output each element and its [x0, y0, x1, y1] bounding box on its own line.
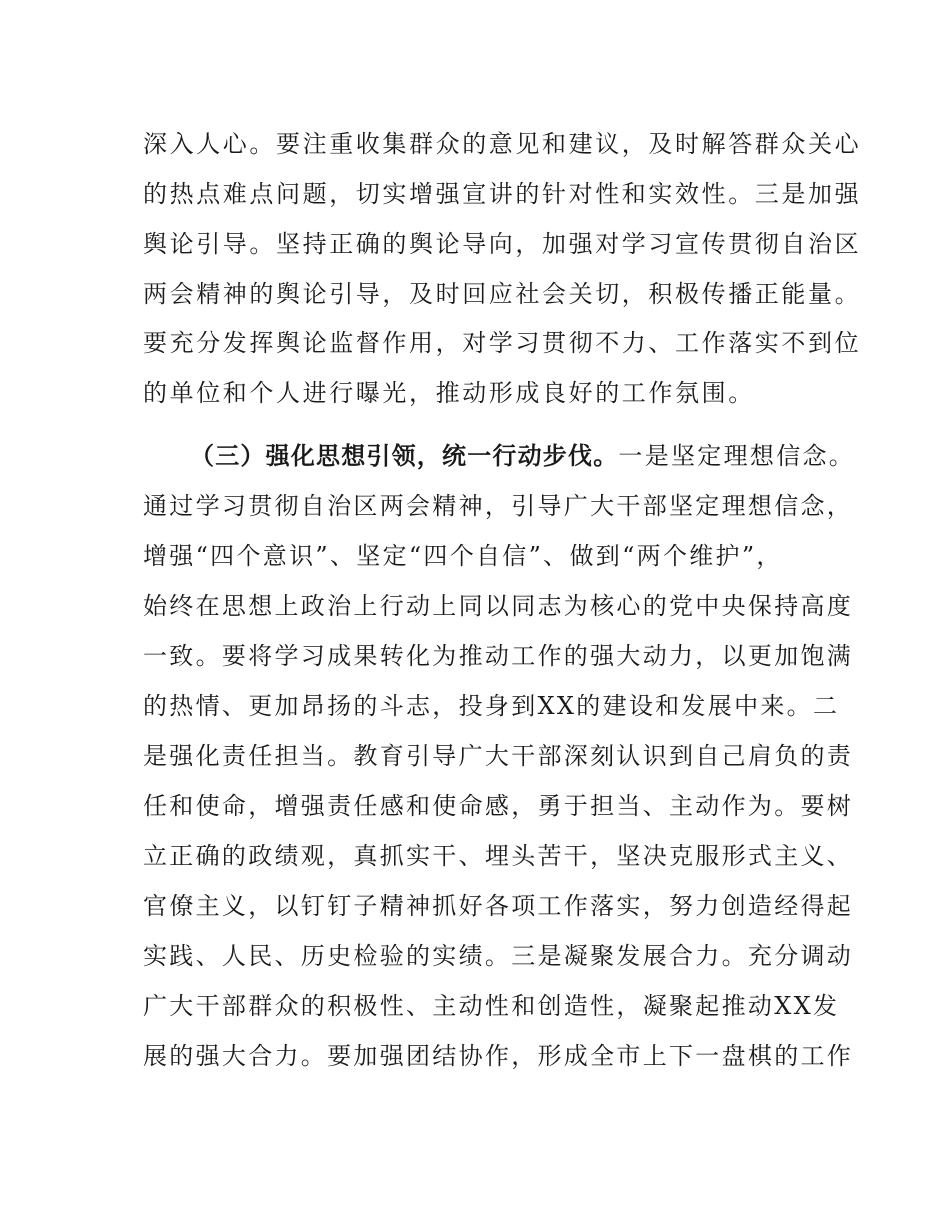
text-line: 两会精神的舆论引导，及时回应社会关切，积极传播正能量。: [143, 280, 862, 308]
text-line: 舆论引导。坚持正确的舆论导向，加强对学习宣传贯彻自治区: [143, 230, 862, 258]
text-line: 一致。要将学习成果转化为推动工作的强大动力，以更加饱满: [143, 642, 854, 670]
text-line: 增强“四个意识”、坚定“四个自信”、做到“两个维护”，: [143, 542, 783, 570]
text-line: 官僚主义，以钉钉子精神抓好各项工作落实，努力创造经得起: [143, 892, 854, 920]
text-line: 任和使命，增强责任感和使命感，勇于担当、主动作为。要树: [143, 792, 854, 820]
text-line: 的单位和个人进行曝光，推动形成良好的工作氛围。: [143, 379, 755, 407]
text-line: 通过学习贯彻自治区两会精神，引导广大干部坚定理想信念，: [143, 492, 854, 520]
text-line: 实践、人民、历史检验的实绩。三是凝聚发展合力。充分调动: [143, 942, 854, 970]
section-heading-line: [190, 441, 855, 471]
text-line: 是强化责任担当。教育引导广大干部深刻认识到自己肩负的责: [143, 742, 854, 770]
text-line: 的热情、更加昂扬的斗志，投身到XX的建设和发展中来。二: [143, 692, 840, 720]
text-line-rest: 一是坚定理想信念。: [618, 442, 856, 470]
text-line: 始终在思想上政治上行动上同以同志为核心的党中央保持高度: [143, 592, 854, 620]
text-line: 展的强大合力。要加强团结协作，形成全市上下一盘棋的工作: [143, 1042, 854, 1070]
text-line: 要充分发挥舆论监督作用，对学习贯彻不力、工作落实不到位: [143, 329, 862, 357]
section-heading: （三）强化思想引领，统一行动步伐。: [190, 442, 619, 470]
text-line: 立正确的政绩观，真抓实干、埋头苦干，坚决克服形式主义、: [143, 842, 854, 870]
text-line: 深入人心。要注重收集群众的意见和建议，及时解答群众关心: [143, 130, 862, 158]
text-line: 的热点难点问题，切实增强宣讲的针对性和实效性。三是加强: [143, 180, 862, 208]
text-line: 广大干部群众的积极性、主动性和创造性，凝聚起推动XX发: [143, 992, 840, 1020]
